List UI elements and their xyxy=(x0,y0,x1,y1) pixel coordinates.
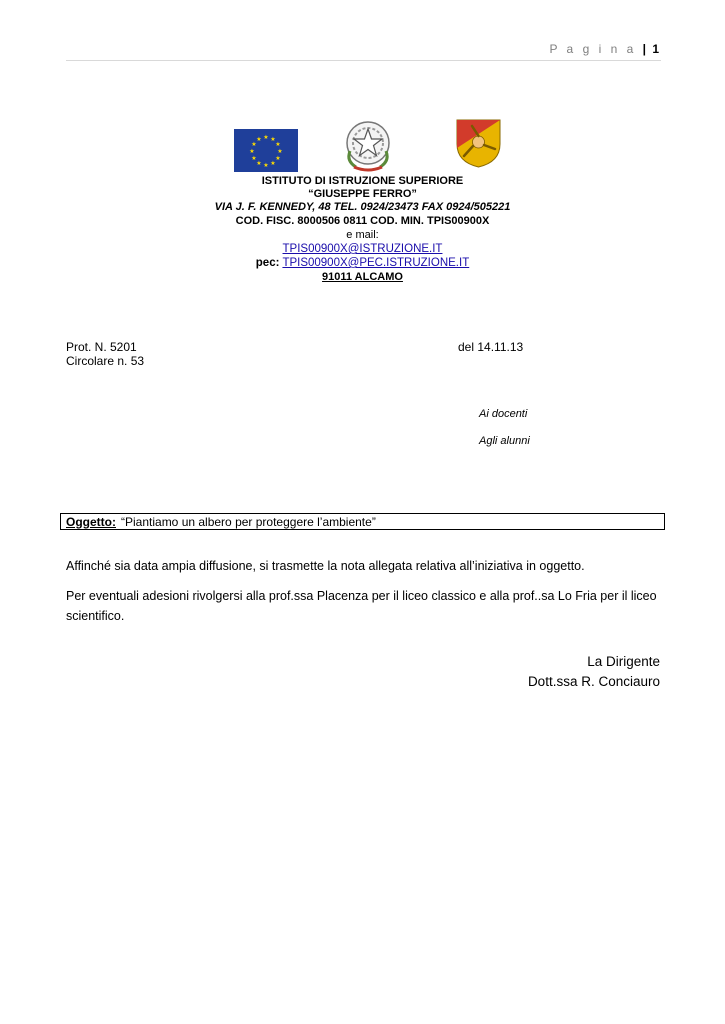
pec-link[interactable]: TPIS00900X@PEC.ISTRUZIONE.IT xyxy=(282,257,470,269)
svg-text:★: ★ xyxy=(263,162,269,169)
subject-label: Oggetto: xyxy=(66,515,116,529)
svg-text:★: ★ xyxy=(277,148,283,155)
subject-box xyxy=(60,513,665,530)
email-link[interactable]: TPIS00900X@ISTRUZIONE.IT xyxy=(282,243,443,255)
subject-text: “Piantiamo un albero per proteggere l’ambiente” xyxy=(121,515,376,529)
body-paragraph-2: Per eventuali adesioni rivolgersi alla prof.ssa Placenza per il liceo classico e alla prof..sa Lo Fria per il liceo scientifico. xyxy=(66,589,657,623)
address-line: VIA J. F. KENNEDY, 48 TEL. 0924/23473 FAX 0924/505221 xyxy=(214,201,511,213)
italian-republic-emblem-icon xyxy=(342,117,394,173)
protocol-date: del 14.11.13 xyxy=(458,340,524,354)
svg-text:★: ★ xyxy=(251,155,257,162)
school-name-line: ISTITUTO DI ISTRUZIONE SUPERIORE xyxy=(261,175,464,187)
sicily-region-emblem-icon xyxy=(455,118,502,168)
svg-text:★: ★ xyxy=(270,136,276,143)
page-number-header xyxy=(549,42,659,56)
svg-text:★: ★ xyxy=(256,160,262,167)
email-label: e mail: xyxy=(346,229,379,241)
svg-text:★: ★ xyxy=(263,134,269,141)
recipient-teachers: Ai docenti xyxy=(479,408,528,420)
recipient-students: Agli alunni xyxy=(479,435,530,447)
protocol-number: Prot. N. 5201 xyxy=(66,340,137,354)
pec-line xyxy=(0,256,725,270)
pec-label: pec: xyxy=(255,257,280,269)
svg-text:★: ★ xyxy=(249,148,255,155)
svg-text:★: ★ xyxy=(270,160,276,167)
header-divider xyxy=(66,60,661,61)
circular-number: Circolare n. 53 xyxy=(66,354,145,368)
signature-name: Dott.ssa R. Conciauro xyxy=(527,674,660,689)
svg-text:★: ★ xyxy=(251,141,257,148)
svg-text:★: ★ xyxy=(275,155,281,162)
body-paragraph-1: Affinché sia data ampia diffusione, si trasmette la nota allegata relativa all’iniziativa in oggetto. xyxy=(66,559,585,573)
signature-role: La Dirigente xyxy=(587,654,660,669)
fiscal-code-line: COD. FISC. 8000506 0811 COD. MIN. TPIS00900X xyxy=(235,215,490,227)
city-line: 91011 ALCAMO xyxy=(322,271,403,283)
svg-text:★: ★ xyxy=(275,141,281,148)
page-label: P a g i n a xyxy=(549,42,637,56)
page-number: 1 xyxy=(652,42,659,56)
page-separator: | xyxy=(642,42,646,56)
school-title-line: “GIUSEPPE FERRO” xyxy=(308,188,417,200)
eu-flag-icon xyxy=(234,129,298,172)
svg-text:★: ★ xyxy=(256,136,262,143)
